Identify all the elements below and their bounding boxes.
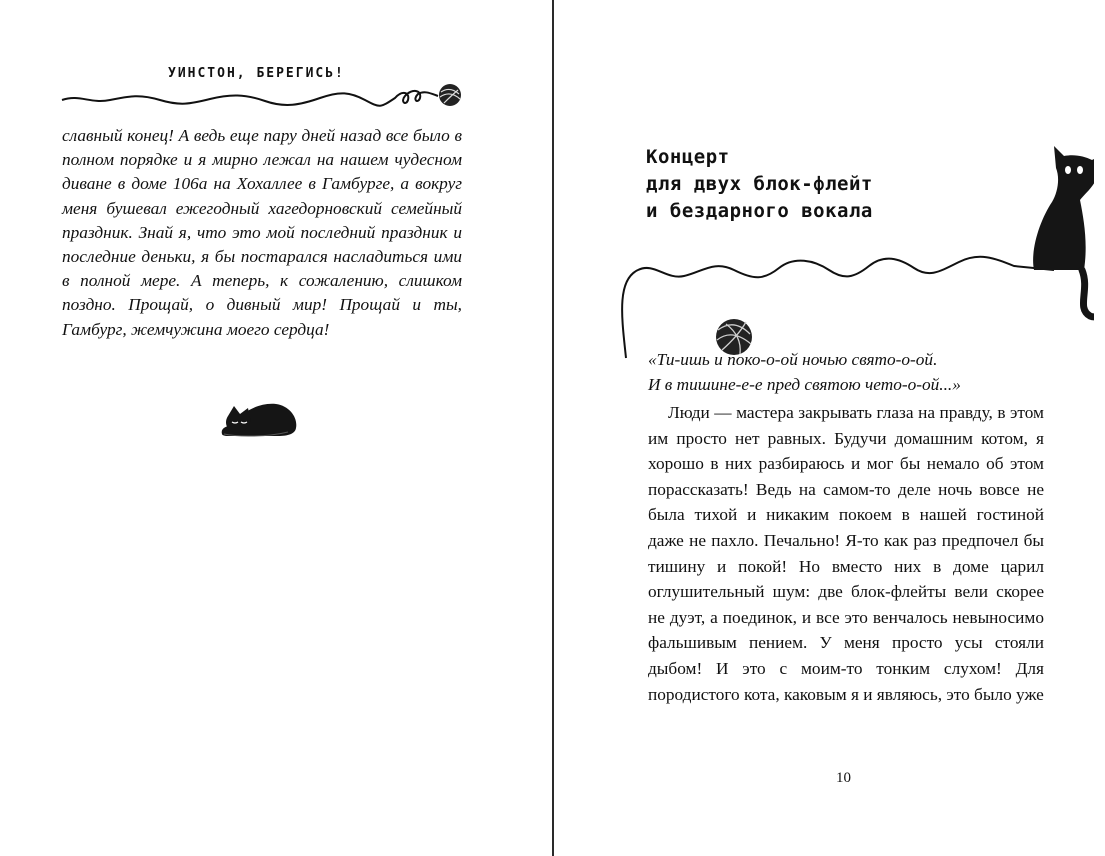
epigraph	[648, 348, 1048, 397]
sitting-cat-icon	[1033, 146, 1094, 317]
chapter-title-line-3: и бездарного вокала	[646, 200, 873, 222]
right-page	[554, 0, 1105, 856]
yarn-thread-decoration	[60, 78, 470, 112]
chapter-title-line-2: для двух блок-флейт	[646, 173, 873, 195]
sleeping-cat-icon	[218, 394, 300, 438]
chapter-title	[646, 144, 873, 225]
thread-line	[622, 257, 1054, 358]
yarn-ball-icon	[439, 84, 461, 106]
epigraph-line-2: И в тишине-е-е пред святою чето-о-ой...»	[648, 374, 961, 394]
page-number: 10	[836, 770, 851, 786]
chapter-title-line-1: Концерт	[646, 146, 730, 168]
left-page-text: славный конец! А ведь еще пару дней назад все было в полном порядке и я мирно лежал на нашем чудесном диване в доме 106а на Хохаллее в Гамбурге, а вокруг меня бушевал ежегодный хагедорновский семейный праздник. Знай я, что это мой последний праздник и последние деньки, я бы постарался насладиться ими в полной мере. А теперь, к сожалению, слишком поздно. Прощай, о дивный мир! Прощай и ты, Гамбург, жемчужина моего сердца!	[62, 126, 462, 339]
epigraph-line-1: «Ти-ишь и поко-о-ой ночью свято-о-ой.	[648, 350, 938, 369]
left-page	[0, 0, 552, 856]
chapter-body-text: Люди — мастера закрывать глаза на правду, в этом им просто нет равных. Будучи домашним котом, я хорошо в них разбираюсь и мог бы немало об этом порассказать! Ведь на самом-то деле ночь вовсе не была тихой и никаким покоем в нашей гостиной даже не пахло. Печально! Я-то как раз предпочел бы тишину и покой! Но вместо них в доме царил оглушительный шум: две блок-флейты вели скорее не дуэт, а поединок, и все это венчалось невыносимо фальшивым пением. У меня просто усы стояли дыбом! И это с моим-то тонким слухом! Для породистого кота, каковым я и являюсь, это было уже	[648, 403, 1044, 704]
running-head: УИНСТОН, БЕРЕГИСЬ!	[168, 66, 345, 81]
